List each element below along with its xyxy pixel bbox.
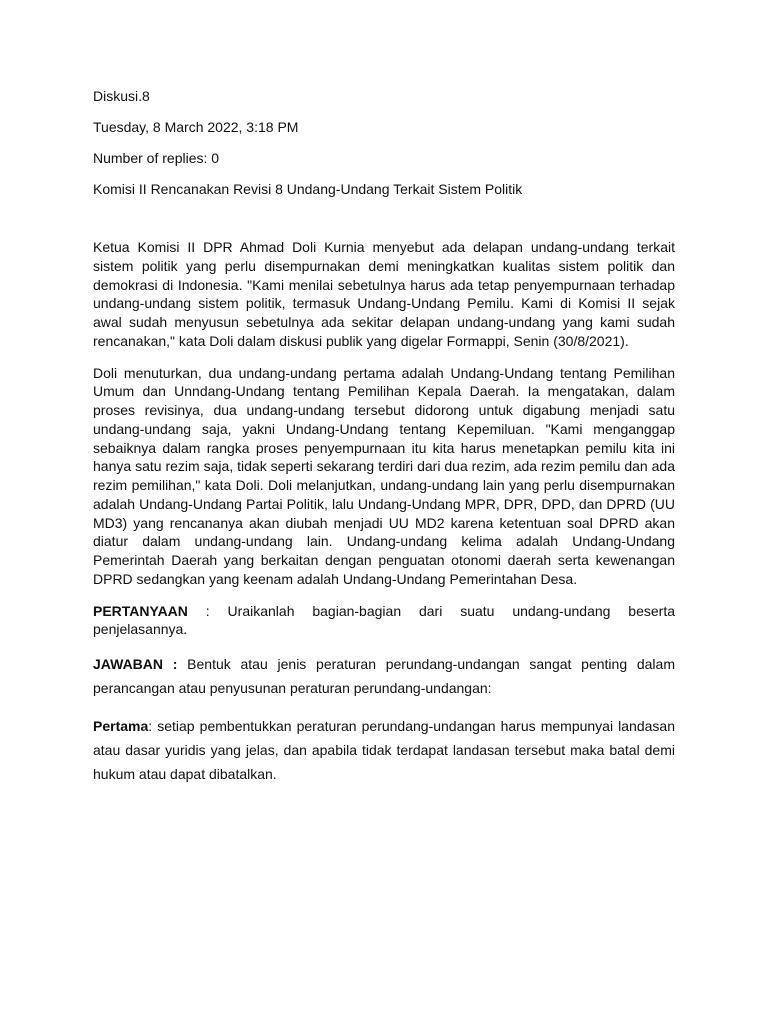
post-date: Tuesday, 8 March 2022, 3:18 PM bbox=[93, 119, 299, 135]
first-point-label: Pertama bbox=[93, 718, 149, 734]
question-paragraph bbox=[93, 602, 675, 640]
article-body bbox=[93, 238, 675, 786]
question-label: PERTANYAAN bbox=[93, 602, 188, 619]
discussion-title: Komisi II Rencanakan Revisi 8 Undang-Undang Terkait Sistem Politik bbox=[93, 181, 523, 197]
reply-count: Number of replies: 0 bbox=[93, 150, 220, 166]
question-text: : Uraikanlah bagian-bagian dari suatu undang-undang beserta penjelasannya. bbox=[93, 602, 675, 638]
document-page bbox=[93, 86, 675, 800]
answer-paragraph bbox=[93, 652, 675, 700]
article-paragraph-2: Doli menuturkan, dua undang-undang pertama adalah Undang-Undang tentang Pemilihan Umum dan Unndang-Undang tentang Pemilihan Kepala Daerah. Ia mengatakan, dalam proses revisinya, dua undang-undang tersebut didorong untuk digabung menjadi satu undang-undang saja, yakni Undang-Undang tentang Kepemiluan. "Kami menganggap sebaiknya dalam rangka proses penyempurnaan itu kita harus menetapkan pemilu kita ini hanya satu rezim saja, tidak seperti sekarang terdiri dari dua rezim, ada rezim pemilu dan ada rezim pemilihan," kata Doli. Doli melanjutkan, undang-undang lain yang perlu disempurnakan adalah Undang-Undang Partai Politik, lalu Undang-Undang MPR, DPR, DPD, dan DPRD (UU MD3) yang rencananya akan diubah menjadi UU MD2 karena ketentuan soal DPRD akan diatur dalam undang-undang lain. Undang-undang kelima adalah Undang-Undang Pemerintah Daerah yang berkaitan dengan penguatan otonomi daerah serta kewenangan DPRD sedangkan yang keenam adalah Undang-Undang Pemerintahan Desa. bbox=[93, 364, 675, 587]
discussion-number: Diskusi.8 bbox=[93, 88, 150, 104]
answer-label: JAWABAN : bbox=[93, 656, 178, 672]
answer-text: Bentuk atau jenis peraturan perundang-undangan sangat penting dalam perancangan atau penyusunan peraturan perundang-undangan: bbox=[93, 656, 675, 696]
article-paragraph-1: Ketua Komisi II DPR Ahmad Doli Kurnia menyebut ada delapan undang-undang terkait sistem politik yang perlu disempurnakan demi meningkatkan kualitas sistem politik dan demokrasi di Indonesia. "Kami menilai sebetulnya harus ada tetap penyempurnaan terhadap undang-undang sistem politik, termasuk Undang-Undang Pemilu. Kami di Komisi II sejak awal sudah menyusun sebetulnya ada sekitar delapan undang-undang yang kami sudah rencanakan," kata Doli dalam diskusi publik yang digelar Formappi, Senin (30/8/2021). bbox=[93, 239, 675, 349]
first-point-text: : setiap pembentukkan peraturan perundang-undangan harus mempunyai landasan atau dasar yuridis yang jelas, dan apabila tidak terdapat landasan tersebut maka batal demi hukum atau dapat dibatalkan. bbox=[93, 718, 675, 782]
first-point-paragraph bbox=[93, 714, 675, 786]
